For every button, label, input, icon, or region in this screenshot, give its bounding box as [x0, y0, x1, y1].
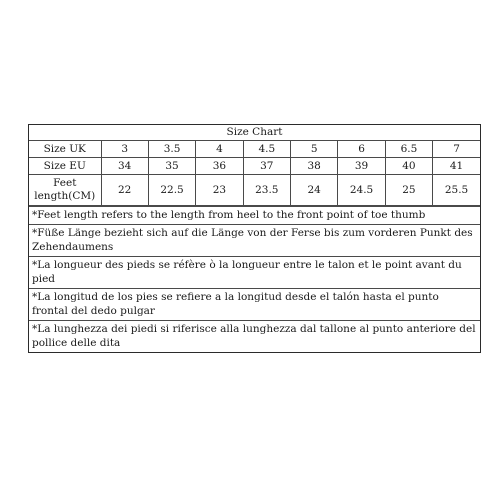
feet-length-cell: 24 — [291, 175, 338, 206]
size-eu-cell: 38 — [291, 158, 338, 175]
size-eu-cell: 34 — [101, 158, 148, 175]
feet-length-row — [29, 175, 480, 206]
feet-length-cell: 23 — [196, 175, 243, 206]
size-eu-cell: 35 — [148, 158, 195, 175]
feet-length-cell: 22.5 — [148, 175, 195, 206]
feet-length-cell: 24.5 — [338, 175, 385, 206]
size-chart-title-row — [29, 125, 480, 141]
feet-length-label-line2: length(CM) — [34, 190, 96, 202]
feet-length-label-line1: Feet — [53, 177, 77, 189]
size-uk-cell: 6.5 — [385, 141, 432, 158]
size-eu-row — [29, 158, 480, 175]
size-eu-cell: 39 — [338, 158, 385, 175]
feet-length-cell: 25.5 — [433, 175, 480, 206]
size-uk-cell: 5 — [291, 141, 338, 158]
size-eu-cell: 40 — [385, 158, 432, 175]
size-chart-table — [29, 125, 480, 206]
size-eu-cell: 36 — [196, 158, 243, 175]
size-uk-cell: 4 — [196, 141, 243, 158]
size-eu-cell: 37 — [243, 158, 290, 175]
size-eu-cell: 41 — [433, 158, 480, 175]
size-uk-cell: 3 — [101, 141, 148, 158]
size-uk-row — [29, 141, 480, 158]
note-spanish: *La longitud de los pies se refiere a la longitud desde el talón hasta el punto frontal del dedo pulgar — [29, 288, 480, 320]
size-chart-title: Size Chart — [29, 125, 480, 141]
size-uk-cell: 6 — [338, 141, 385, 158]
size-uk-label: Size UK — [29, 141, 101, 158]
note-italian: *La lunghezza dei piedi si riferisce alla lunghezza dal tallone al punto anteriore del pollice delle dita — [29, 320, 480, 352]
size-chart-panel — [28, 124, 481, 353]
feet-length-cell: 23.5 — [243, 175, 290, 206]
size-uk-cell: 3.5 — [148, 141, 195, 158]
feet-length-label — [29, 175, 101, 206]
feet-length-cell: 22 — [101, 175, 148, 206]
size-uk-cell: 4.5 — [243, 141, 290, 158]
size-eu-label: Size EU — [29, 158, 101, 175]
note-german: *Füße Länge bezieht sich auf die Länge von der Ferse bis zum vorderen Punkt des Zehendaumens — [29, 224, 480, 256]
note-french: *La longueur des pieds se réfère ò la longueur entre le talon et le point avant du pied — [29, 256, 480, 288]
note-english: *Feet length refers to the length from heel to the front point of toe thumb — [29, 206, 480, 224]
size-uk-cell: 7 — [433, 141, 480, 158]
feet-length-cell: 25 — [385, 175, 432, 206]
size-notes — [29, 206, 480, 352]
